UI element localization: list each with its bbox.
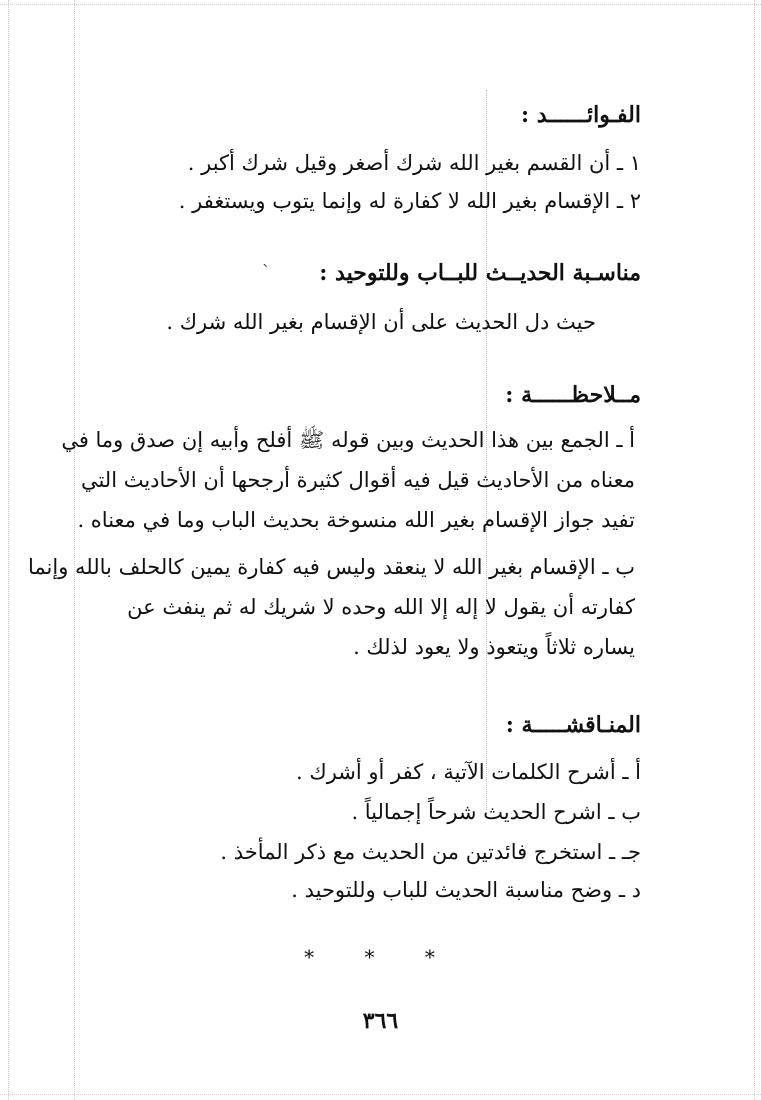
munaqasha-item-c: جـ ـ استخرج فائدتين من الحديث مع ذكر المأخذ . <box>220 840 641 864</box>
munaqasha-heading: المنـاقشـــــة : <box>505 712 641 738</box>
scan-guide-line <box>0 4 761 5</box>
munaqasha-item-d: د ـ وضح مناسبة الحديث للباب وللتوحيد . <box>291 878 641 902</box>
scan-guide-line <box>754 0 755 1100</box>
mulahaza-b-line-2: كفارته أن يقول لا إله إلا الله وحده لا شريك له ثم ينفث عن <box>127 595 635 619</box>
mulahaza-b-line-1: ب ـ الإقسام بغير الله لا ينعقد وليس فيه كفارة يمين كالحلف بالله وإنما <box>28 555 635 579</box>
fawaid-heading: الفـوائــــــد : <box>521 102 641 128</box>
mulahaza-b-line-3: يساره ثلاثاً ويتعوذ ولا يعود لذلك . <box>353 635 635 659</box>
scan-guide-line <box>74 0 75 1100</box>
munasaba-heading: مناسـبة الحديــث للبــاب وللتوحيد : <box>319 260 641 286</box>
section-separator-stars: * * * <box>304 945 457 969</box>
fawaid-item-1: ١ ـ أن القسم بغير الله شرك أصغر وقيل شرك أكبر . <box>187 151 641 175</box>
fawaid-item-2: ٢ ـ الإقسام بغير الله لا كفارة له وإنما يتوب ويستغفر . <box>178 189 641 213</box>
mulahaza-a-line-3: تفيد جواز الإقسام بغير الله منسوخة بحديث الباب وما في معناه . <box>77 508 635 532</box>
mulahaza-a-line-2: معناه من الأحاديث قيل فيه أقوال كثيرة أرجحها أن الأحاديث التي <box>80 468 635 492</box>
munaqasha-item-b: ب ـ اشرح الحديث شرحاً إجمالياً . <box>351 800 641 824</box>
munaqasha-item-a: أ ـ أشرح الكلمات الآتية ، كفر أو أشرك . <box>296 760 641 784</box>
munasaba-text: حيث دل الحديث على أن الإقسام بغير الله شرك . <box>166 310 596 334</box>
scan-guide-line <box>0 1094 761 1095</box>
stray-mark: ˋ <box>262 262 270 281</box>
page-number: ٣٦٦ <box>362 1008 399 1034</box>
scan-guide-line <box>8 0 9 1100</box>
mulahaza-a-line-1: أ ـ الجمع بين هذا الحديث وبين قوله ﷺ أفلح وأبيه إن صدق وما في <box>61 428 635 452</box>
mulahaza-heading: مــلاحظــــــة : <box>505 382 641 408</box>
